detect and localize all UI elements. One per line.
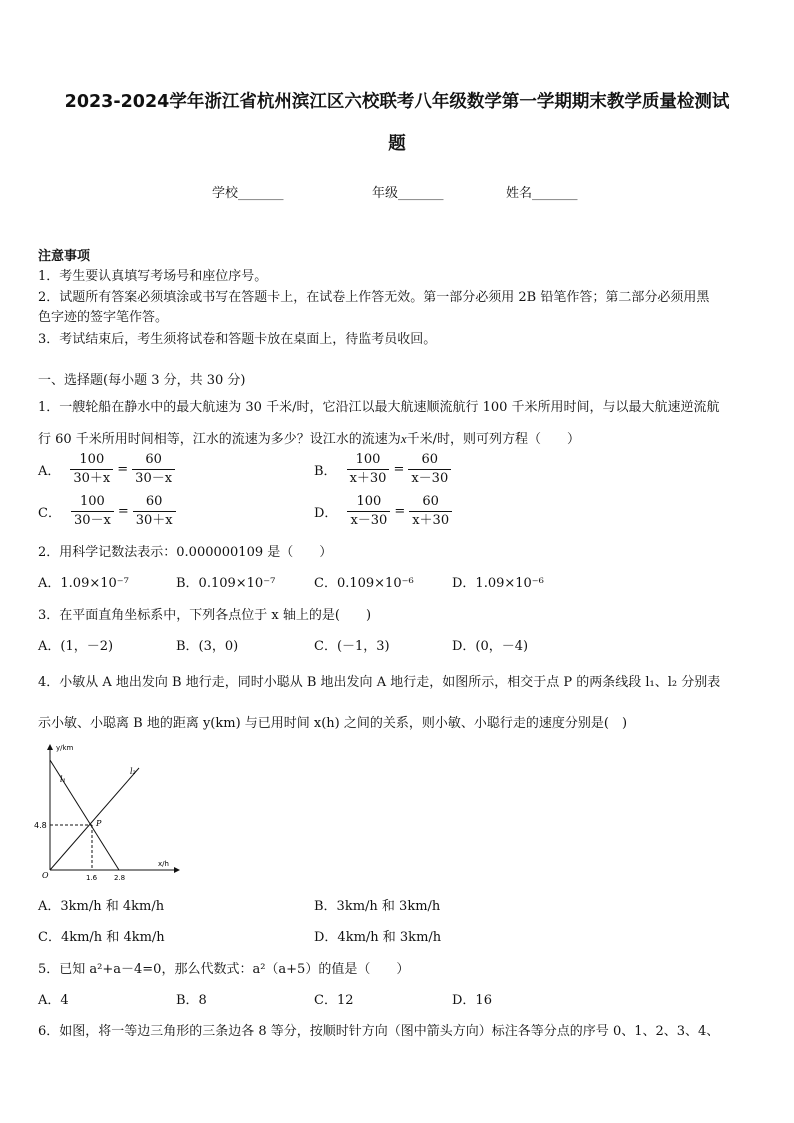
fraction xyxy=(71,493,114,530)
note-item: 色字迹的签字笔作答。 xyxy=(38,310,169,325)
q1-option-c[interactable] xyxy=(38,493,176,530)
x-tick-label: 1.6 xyxy=(86,874,98,882)
y-tick-label: 4.8 xyxy=(34,821,47,830)
x-tick-label: 2.8 xyxy=(114,874,126,882)
q2-option-b[interactable]: B．0.109×10⁻⁷ xyxy=(176,576,276,591)
numerator: 100 xyxy=(347,451,390,470)
fraction xyxy=(409,493,452,530)
option-label: A． xyxy=(38,464,61,479)
denominator: x＋30 xyxy=(349,471,387,486)
numerator: 100 xyxy=(71,493,114,512)
q5-stem: 5．已知 a²+a－4=0，那么代数式：a²（a+5）的值是（ ） xyxy=(38,962,410,977)
point-p-label: P xyxy=(96,819,102,828)
q1-variable: x xyxy=(400,431,407,446)
q4-stem-line1: 4．小敏从 A 地出发向 B 地行走，同时小聪从 B 地出发向 A 地行走，如图所示，相交于点 P 的两条线段 l₁、l₂ 分别表 xyxy=(38,675,721,690)
q4-graph xyxy=(34,742,184,882)
q1-option-a[interactable] xyxy=(38,451,175,488)
l2-label: l₂ xyxy=(130,767,136,776)
q3-option-a[interactable]: A．(1，－2) xyxy=(38,639,114,654)
x-axis-arrow-icon xyxy=(174,867,180,873)
q1-stem-part: 行 60 千米所用时间相等，江水的流速为多少？设江水的流速为 xyxy=(38,432,401,447)
q3-option-c[interactable]: C．(－1，3) xyxy=(314,639,390,654)
q1-stem-line2 xyxy=(38,428,580,447)
q2-option-d[interactable]: D．1.09×10⁻⁶ xyxy=(452,576,544,591)
numerator: 60 xyxy=(408,451,451,470)
fraction xyxy=(408,451,451,488)
q1-stem-line1: 1．一艘轮船在静水中的最大航速为 30 千米/时，它沿江以最大航速顺流航行 100 千米所用时间，与以最大航速逆流航 xyxy=(38,400,720,415)
l1-label: l₁ xyxy=(60,775,66,784)
q5-option-d[interactable]: D．16 xyxy=(452,993,492,1008)
q6-stem: 6．如图，将一等边三角形的三条边各 8 等分，按顺时针方向（图中箭头方向）标注各等分点的序号 0、1、2、3、4、 xyxy=(38,1024,720,1039)
q3-option-d[interactable]: D．(0，－4) xyxy=(452,639,529,654)
option-label: B． xyxy=(314,464,337,479)
denominator: x＋30 xyxy=(412,513,450,528)
school-field: 学校_______ xyxy=(212,186,284,201)
denominator: x－30 xyxy=(411,471,449,486)
y-axis-label: y/km xyxy=(56,744,74,752)
numerator: 100 xyxy=(70,451,113,470)
numerator: 60 xyxy=(133,493,176,512)
q1-option-b[interactable] xyxy=(314,451,451,488)
q4-option-b[interactable]: B．3km/h 和 3km/h xyxy=(314,899,441,914)
q1-stem-part: 千米/时，则可列方程（ ） xyxy=(406,432,580,447)
denominator: 30＋x xyxy=(73,471,111,486)
fraction xyxy=(132,451,175,488)
origin-label: O xyxy=(42,871,49,880)
equals-sign: = xyxy=(117,462,129,477)
option-label: C． xyxy=(38,506,61,521)
q4-stem-line2: 示小敏、小聪离 B 地的距离 y(km) 与已用时间 x(h) 之间的关系，则小敏、小聪行走的速度分别是( ) xyxy=(38,716,628,731)
q1-option-d[interactable] xyxy=(314,493,452,530)
section-heading: 一、选择题(每小题 3 分，共 30 分) xyxy=(38,373,246,388)
fraction xyxy=(347,493,390,530)
q3-stem: 3．在平面直角坐标系中，下列各点位于 x 轴上的是( ) xyxy=(38,608,372,623)
denominator: 30－x xyxy=(135,471,173,486)
fraction xyxy=(133,493,176,530)
q5-option-c[interactable]: C．12 xyxy=(314,993,354,1008)
exam-title-line2: 题 xyxy=(388,134,406,154)
notes-heading: 注意事项 xyxy=(38,249,91,264)
denominator: 30－x xyxy=(73,513,111,528)
numerator: 100 xyxy=(347,493,390,512)
x-axis-label: x/h xyxy=(158,860,169,868)
note-item: 2．试题所有答案必须填涂或书写在答题卡上，在试卷上作答无效。第一部分必须用 2B 铅笔作答；第二部分必须用黑 xyxy=(38,290,710,305)
q3-option-b[interactable]: B．(3，0) xyxy=(176,639,239,654)
q2-option-c[interactable]: C．0.109×10⁻⁶ xyxy=(314,576,414,591)
denominator: x－30 xyxy=(350,513,388,528)
name-field: 姓名_______ xyxy=(506,186,578,201)
numerator: 60 xyxy=(409,493,452,512)
option-label: D． xyxy=(314,506,338,521)
equals-sign: = xyxy=(117,504,129,519)
q2-stem: 2．用科学记数法表示：0.000000109 是（ ） xyxy=(38,545,333,560)
q5-option-b[interactable]: B．8 xyxy=(176,993,207,1008)
numerator: 60 xyxy=(132,451,175,470)
q5-option-a[interactable]: A．4 xyxy=(38,993,69,1008)
equals-sign: = xyxy=(394,504,406,519)
q4-option-c[interactable]: C．4km/h 和 4km/h xyxy=(38,930,165,945)
equals-sign: = xyxy=(393,462,405,477)
y-axis-arrow-icon xyxy=(47,744,53,750)
note-item: 1．考生要认真填写考场号和座位序号。 xyxy=(38,269,268,284)
note-item: 3．考试结束后，考生须将试卷和答题卡放在桌面上，待监考员收回。 xyxy=(38,332,437,347)
exam-title-line1: 2023-2024学年浙江省杭州滨江区六校联考八年级数学第一学期期末教学质量检测试 xyxy=(64,92,730,112)
q4-option-a[interactable]: A．3km/h 和 4km/h xyxy=(38,899,165,914)
q4-option-d[interactable]: D．4km/h 和 3km/h xyxy=(314,930,442,945)
grade-field: 年级_______ xyxy=(372,186,444,201)
denominator: 30＋x xyxy=(135,513,173,528)
fraction xyxy=(70,451,113,488)
q2-option-a[interactable]: A．1.09×10⁻⁷ xyxy=(38,576,129,591)
fraction xyxy=(347,451,390,488)
